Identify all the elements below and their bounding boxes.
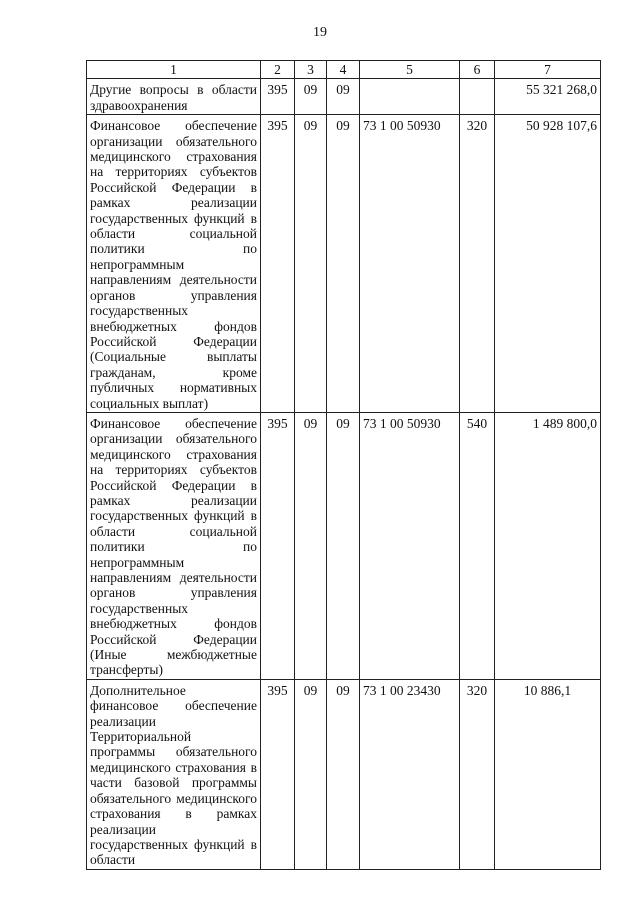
amount-value: 50 928 107,6	[495, 115, 601, 413]
table-row	[87, 679, 601, 869]
row-description: Финансовое обеспечение организации обязательного медицинского страхования на территориях субъектов Российской Федерации в рамках реализации государственных функций в области социальной политики по непрограммным направлениям деятельности органов управления государственных внебюджетных фондов Российской Федерации (Иные межбюджетные трансферты)	[87, 412, 261, 679]
ministry-code: 395	[261, 79, 295, 115]
target-article-code: 73 1 00 50930	[360, 115, 460, 413]
column-header: 4	[327, 61, 360, 79]
row-description: Другие вопросы в области здравоохранения	[87, 79, 261, 115]
target-article-code	[360, 79, 460, 115]
budget-table	[86, 60, 601, 870]
ministry-code: 395	[261, 115, 295, 413]
column-header: 6	[460, 61, 495, 79]
amount-value: 10 886,1	[495, 679, 601, 869]
expense-type-code: 540	[460, 412, 495, 679]
expense-type-code: 320	[460, 679, 495, 869]
subsection-code: 09	[327, 679, 360, 869]
row-description: Дополнительное финансовое обеспечение реализации Территориальной программы обязательного медицинского страхования в части базовой программы обязательного медицинского страхования в рамках реализации государственных функций в области	[87, 679, 261, 869]
target-article-code: 73 1 00 50930	[360, 412, 460, 679]
page-number: 19	[313, 25, 327, 40]
section-code: 09	[295, 412, 327, 679]
ministry-code: 395	[261, 412, 295, 679]
subsection-code: 09	[327, 412, 360, 679]
section-code: 09	[295, 79, 327, 115]
subsection-code: 09	[327, 115, 360, 413]
expense-type-code: 320	[460, 115, 495, 413]
amount-value: 1 489 800,0	[495, 412, 601, 679]
section-code: 09	[295, 115, 327, 413]
target-article-code: 73 1 00 23430	[360, 679, 460, 869]
subsection-code: 09	[327, 79, 360, 115]
section-code: 09	[295, 679, 327, 869]
table-row	[87, 115, 601, 413]
table-row	[87, 412, 601, 679]
table-header-row	[87, 61, 601, 79]
column-header: 7	[495, 61, 601, 79]
column-header: 5	[360, 61, 460, 79]
column-header: 1	[87, 61, 261, 79]
column-header: 3	[295, 61, 327, 79]
column-header: 2	[261, 61, 295, 79]
amount-value: 55 321 268,0	[495, 79, 601, 115]
table-row	[87, 79, 601, 115]
row-description: Финансовое обеспечение организации обязательного медицинского страхования на территориях субъектов Российской Федерации в рамках реализации государственных функций в области социальной политики по непрограммным направлениям деятельности органов управления государственных внебюджетных фондов Российской Федерации (Социальные выплаты гражданам, кроме публичных нормативных социальных выплат)	[87, 115, 261, 413]
ministry-code: 395	[261, 679, 295, 869]
expense-type-code	[460, 79, 495, 115]
